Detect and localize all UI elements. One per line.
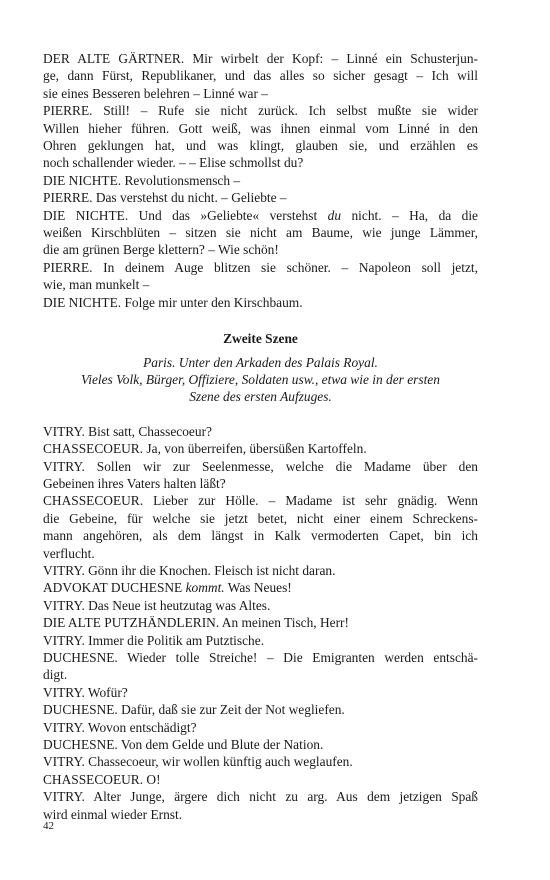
text-line: DIE NICHTE. Revolutionsmensch – <box>43 172 241 188</box>
stage-line: Vieles Volk, Bürger, Offiziere, Soldaten usw., etwa wie in der ersten <box>81 371 440 387</box>
stage-line: Szene des ersten Aufzuges. <box>189 389 332 405</box>
text-line: Willen hieher führen. Gott weiß, was ihnen einmal vom Linné in den <box>43 120 478 136</box>
text-line: ge, dann Fürst, Republikaner, und das alles so sicher gesagt – Ich will <box>43 68 478 84</box>
text-line: wird einmal wieder Ernst. <box>43 806 183 822</box>
dialogue-block-2 <box>43 423 478 823</box>
text-line: Gebeinen ihres Vaters halten läßt? <box>43 475 226 491</box>
text-line: verflucht. <box>43 545 95 561</box>
text-column <box>43 50 478 823</box>
text-line: VITRY. Wofür? <box>43 684 128 700</box>
text-line: digt. <box>43 667 68 683</box>
text-line: wie, man munkelt – <box>43 277 150 293</box>
text-line: die Gebeine, für welche sie jetzt betet, nicht einer einem Schreckens- <box>43 510 478 526</box>
text-line: DUCHESNE. Wieder tolle Streiche! – Die Emigranten werden entschä- <box>43 650 478 665</box>
text-line: VITRY. Alter Junge, ärgere dich nicht zu arg. Aus dem jetzigen Spaß <box>43 789 478 805</box>
text-line: VITRY. Das Neue ist heutzutag was Altes. <box>43 597 271 613</box>
text-line: VITRY. Wovon entschädigt? <box>43 719 197 735</box>
text-line: weißen Kirschblüten – sitzen sie nicht am Baume, wie junge Lämmer, <box>43 225 478 241</box>
text-line: VITRY. Bist satt, Chassecoeur? <box>43 423 212 439</box>
text-line <box>43 579 478 596</box>
page-number: 42 <box>43 820 54 832</box>
stage-line: Paris. Unter den Arkaden des Palais Royal. <box>143 354 378 370</box>
text-line: noch schallender wieder. – – Elise schmollst du? <box>43 155 304 171</box>
text-line: sie eines Besseren belehren – Linné war – <box>43 85 268 101</box>
text-line: DUCHESNE. Von dem Gelde und Blute der Nation. <box>43 737 324 753</box>
text-line: mann angehören, als dem längst in Kalk vermoderten Capet, bin ich <box>43 528 478 544</box>
line-text: nicht. – Ha, da die <box>341 207 479 223</box>
text-line: CHASSECOEUR. O! <box>43 771 161 787</box>
text-line: VITRY. Immer die Politik am Putztische. <box>43 632 265 648</box>
text-line: DIE NICHTE. Folge mir unter den Kirschbaum. <box>43 294 303 310</box>
scene-heading: Zweite Szene <box>223 331 298 347</box>
line-text: ADVOKAT DUCHESNE <box>43 580 186 596</box>
stage-direction <box>43 354 478 406</box>
text-line: PIERRE. Das verstehst du nicht. – Geliebte – <box>43 190 287 206</box>
dialogue-block-1 <box>43 50 478 311</box>
text-line: DIE ALTE PUTZHÄNDLERIN. An meinen Tisch, Herr! <box>43 615 349 631</box>
text-line: VITRY. Chassecoeur, wir wollen künftig auch weglaufen. <box>43 754 353 770</box>
text-line: CHASSECOEUR. Lieber zur Hölle. – Madame ist sehr gnädig. Wenn <box>43 493 478 509</box>
text-line: die am grünen Berge klettern? – Wie schön! <box>43 242 279 258</box>
emphasis: du <box>327 207 342 223</box>
text-line <box>43 207 478 224</box>
line-text: DIE NICHTE. Und das »Geliebte« verstehst <box>43 207 328 223</box>
text-line: PIERRE. Still! – Rufe sie nicht zurück. Ich selbst mußte sie wider <box>43 103 478 119</box>
emphasis: kommt. <box>185 580 225 596</box>
text-line: VITRY. Sollen wir zur Seelenmesse, welche die Madame über den <box>43 458 478 474</box>
text-line: DUCHESNE. Dafür, daß sie zur Zeit der Not wegliefen. <box>43 702 345 718</box>
text-line: CHASSECOEUR. Ja, von überreifen, übersüßen Kartoffeln. <box>43 441 367 457</box>
line-text: Was Neues! <box>224 580 292 596</box>
text-line: VITRY. Gönn ihr die Knochen. Fleisch ist nicht daran. <box>43 562 336 578</box>
text-line: Ohren geklungen hat, und was klingt, glauben sie, und erzählen es <box>43 138 478 154</box>
text-line: DER ALTE GÄRTNER. Mir wirbelt der Kopf: – Linné ein Schusterjun- <box>43 51 478 66</box>
text-line: PIERRE. In deinem Auge blitzen sie schöner. – Napoleon soll jetzt, <box>43 259 478 275</box>
